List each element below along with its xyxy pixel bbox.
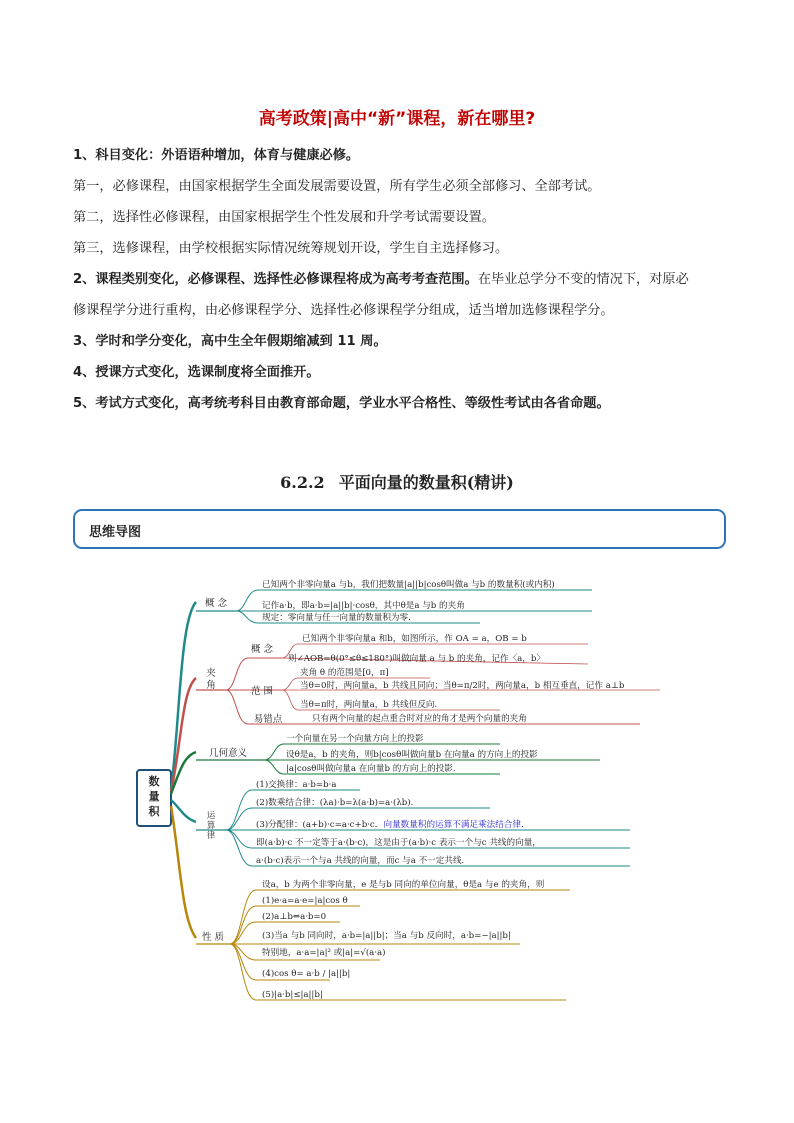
- policy-item-5: 5、考试方式变化，高考统考科目由教育部命题，学业水平合格性、等级性考试由各省命题。: [73, 396, 610, 411]
- angle-pitfall-text: 只有两个向量的起点重合时对应的角才是两个向量的夹角: [312, 714, 527, 724]
- law-line: (3)分配律：(a+b)·c=a·c+b·c. 向量数量积的运算不满足乘法结合律.: [256, 820, 524, 830]
- policy-line-second: 第二，选择性必修课程，由国家根据学生个性发展和升学考试需要设置。: [73, 210, 495, 225]
- property-line: 设a，b 为两个非零向量，e 是与b 同向的单位向量，θ是a 与e 的夹角，则: [262, 880, 545, 890]
- node-angle: 角: [206, 680, 216, 691]
- section-number: 6.2.2: [280, 473, 325, 492]
- geometry-line: 一个向量在另一个向量方向上的投影: [286, 734, 424, 744]
- angle-range-line: 夹角 θ 的范围是[0，π]: [300, 668, 389, 678]
- angle-range-line: 当θ=π时，两向量a，b 共线但反向.: [300, 700, 438, 710]
- policy-line-third: 第三，选修课程，由学校根据实际情况统筹规划开设，学生自主选择修习。: [73, 241, 509, 256]
- mindmap-root-char: 数: [148, 775, 160, 788]
- property-line: (3)当a 与b 同向时，a·b=|a||b|；当a 与b 反向时，a·b=−|a||b|: [262, 931, 511, 941]
- geometry-line: 设θ是a，b 的夹角，则b|cosθ叫做向量b 在向量a 的方向上的投影: [286, 750, 538, 760]
- policy-item-2-cont: 修课程学分进行重构，由必修课程学分、选择性必修课程学分组成，适当增加选修课程学分。: [73, 303, 614, 318]
- policy-item-1: 1、科目变化：外语语种增加，体育与健康必修。: [73, 148, 360, 163]
- angle-concept-line: 已知两个非零向量a 和b，如图所示，作 OA = a，OB = b: [302, 634, 527, 644]
- property-line: (4)cos θ= a·b / |a||b|: [262, 969, 351, 979]
- mindmap-header-label: 思维导图: [89, 525, 142, 540]
- node-geometry: 几何意义: [208, 748, 248, 759]
- mindmap-root-char: 量: [148, 790, 160, 803]
- section-name: 平面向量的数量积(精讲): [338, 473, 514, 492]
- node-angle: 夹: [206, 668, 216, 679]
- page-title: 高考政策|高中“新”课程，新在哪里?: [258, 109, 536, 129]
- concept-line: 记作a·b，即a·b=|a||b|·cosθ，其中θ是a 与b 的夹角: [262, 601, 465, 611]
- concept-line: 已知两个非零向量a 与b，我们把数量|a||b|cosθ叫做a 与b 的数量积(或内积): [262, 580, 555, 590]
- policy-line-first: 第一，必修课程，由国家根据学生全面发展需要设置，所有学生必须全部修习、全部考试。: [73, 179, 601, 194]
- angle-range-line: 当θ=0时，两向量a，b 共线且同向；当θ=π/2时，两向量a，b 相互垂直，记作 a⊥b: [300, 681, 625, 691]
- policy-item-2: 2、课程类别变化，必修课程、选择性必修课程将成为高考考查范围。在毕业总学分不变的情况下，对原必: [73, 272, 689, 287]
- policy-item-3: 3、学时和学分变化，高中生全年假期缩减到 11 周。: [73, 334, 387, 349]
- node-concept: 概 念: [204, 598, 228, 609]
- node-angle-range: 范 围: [250, 686, 274, 697]
- law-line: a·(b·c)表示一个与a 共线的向量，而c 与a 不一定共线.: [256, 856, 465, 866]
- law-line: (2)数乘结合律：(λa)·b=λ(a·b)=a·(λb).: [256, 798, 414, 808]
- geometry-line: |a|cosθ叫做向量a 在向量b 的方向上的投影.: [286, 764, 456, 774]
- node-laws: 律: [206, 831, 216, 841]
- node-angle-pitfall: 易错点: [253, 714, 283, 725]
- mindmap-root-char: 积: [148, 805, 160, 818]
- concept-line: 规定：零向量与任一向量的数量积为零.: [262, 613, 411, 623]
- property-line: (2)a⊥b⇔a·b=0: [262, 912, 327, 922]
- node-laws: 运: [206, 811, 216, 821]
- angle-concept-line: 则∠AOB=θ(0°≤θ≤180°)叫做向量 a 与 b 的夹角，记作〈a，b〉: [288, 654, 545, 664]
- policy-item-4: 4、授课方式变化，选课制度将全面推开。: [73, 365, 320, 380]
- branch-laws: [171, 800, 196, 822]
- law-line: (1)交换律：a·b=b·a: [256, 780, 337, 790]
- branch-angle: [171, 678, 196, 792]
- node-angle-concept: 概 念: [250, 644, 274, 655]
- law-line: 即(a·b)·c 不一定等于a·(b·c)，这是由于(a·b)·c 表示一个与c 共线的向量，: [256, 838, 541, 848]
- property-line: (5)|a·b|≤|a||b|: [262, 990, 323, 1000]
- node-properties: 性 质: [201, 932, 225, 943]
- node-laws: 算: [206, 821, 216, 831]
- property-line: (1)e·a=a·e=|a|cos θ: [262, 896, 348, 906]
- branch-properties: [171, 806, 196, 938]
- property-line: 特别地，a·a=|a|² 或|a|=√(a·a): [262, 948, 386, 958]
